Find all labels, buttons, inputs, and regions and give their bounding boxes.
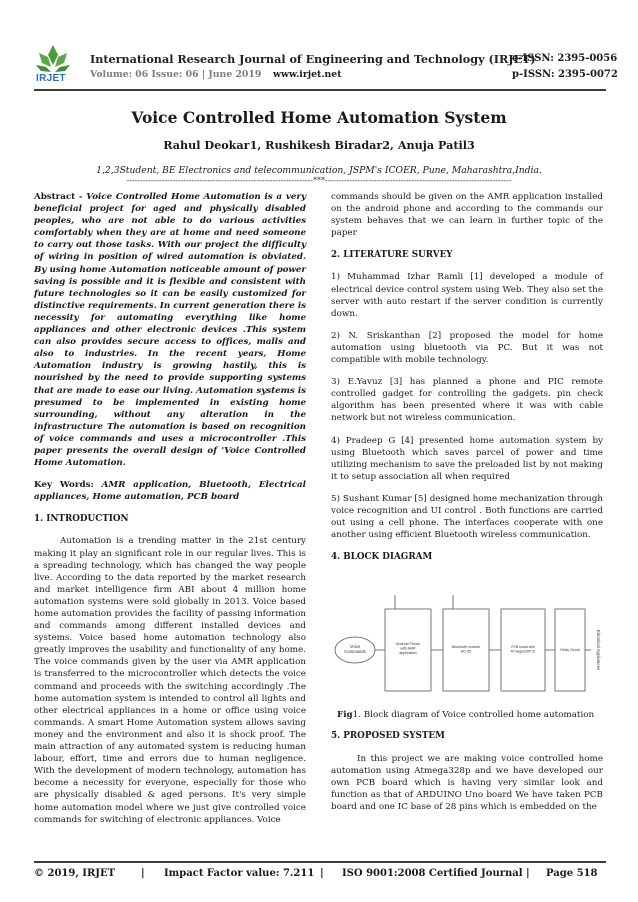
keywords-text: AMR application, Bluetooth, Electrical appliances, Home automation, PCB board [34, 480, 307, 503]
intro-heading: 1. INTRODUCTION [34, 514, 129, 525]
literature-item: 5) Sushant Kumar [5] designed home mechanization through voice recognition and UI control . Both functions are carried out using a cell phone. The interfaces cooperate with one another using efficient Bluetooth wireless communication. [331, 493, 603, 541]
paper-title: Voice Controlled Home Automation System [131, 108, 507, 127]
abstract-label: Abstract - [34, 192, 83, 202]
abstract-text: Voice Controlled Home Automation is a very beneficial project for aged and physically disabled peoples, who are not able to do various activities comfortably when they are at home and need someone to carry out those tasks. With our project the difficulty of wiring in position of wired automation is obviated. By using home Automation noticeable amount of power saving is possible and it is flexible and consistent with future technologies so it can be easily customized for distinctive requirements. In current generation there is necessity for automating everything like home appliances and other electronic devices .This system can also provides secure access to offices, malls and also to industries. In the recent years, Home Automation industry is growing hastily, this is nourished by the need to provide supporting systems that are made to ease our living. Automation systems is presumed to be implemented in existing home surrounding, without any alteration in the infrastructure The automation is based on recognition of voice commands and uses a microcontroller .This paper presents the overall design of 'Voice Controlled Home Automation. [34, 192, 306, 469]
block-diagram [331, 573, 603, 703]
proposed-heading: 5. PROPOSED SYSTEM [331, 731, 445, 742]
intro-continued: commands should be given on the AMR application installed on the android phone and according to the commands our system behaves that we can learn in further topic of the paper [331, 192, 603, 239]
intro-text: Automation is a trending matter in the 21st century making it play an significant role in our regular lives. This is a spreading technology, which has changed the way people live. According to the data reported by the market research and market intelligence firm ABI about 4 million home automation systems were sold globally in 2013. Voice based home automation provides the facility of passing information and commands among different installed devices and systems. Voice based home automation technology also greatly improves the usability and functionality of any home. The voice commands given by the user via AMR application is transferred to the microcontroller which detects the voice command and proceeds with the switching accordingly .The home automation system is intended to control all lights and other electrical appliances in a home or office using voice commands. A smart Home Automation system allows saving money and the environment and also it is shock proof. The main attraction of any automated system is reducing human labour, effort, time and errors due to human negligence. With the development of modern technology, automation has become a necessity for everyone, especially for those who are physically disabled & aged persons. It's very simple home automation model where we just give controlled voice commands for switching of electronic appliances. Voice [34, 536, 306, 825]
literature-item: 3) E.Yavuz [3] has planned a phone and PIC remote controlled gadget for controlling the gadgets. pin check algorithm has been presented where it was with cable network but not wireless communication. [331, 377, 603, 424]
abstract [34, 191, 306, 469]
block-diagram-heading: 4. BLOCK DIAGRAM [331, 552, 433, 563]
logo-text: IRJET [36, 73, 66, 84]
figure-caption [337, 709, 603, 721]
bluetooth-label: Bluetooth module HC-05 [452, 645, 480, 654]
paper-authors: Rahul Deokar1, Rushikesh Biradar2, Anuja Patil3 [163, 138, 475, 152]
appliances-label: Electrical Appliances [596, 630, 601, 671]
right-column [331, 191, 603, 823]
block-diagram-figure [331, 573, 603, 703]
footer-divider: | [320, 868, 324, 879]
literature-heading: 2. LITERATURE SURVEY [331, 250, 453, 261]
voice-commands-label: Voice Commands [344, 644, 366, 655]
footer-page: Page 518 [546, 868, 598, 879]
volume-issue: Volume: 06 Issue: 06 | June 2019 [90, 69, 262, 80]
literature-item: 2) N. Sriskanthan [2] proposed the model for home automation using bluetooth via PC. But it was not compatible with mobile technology. [331, 330, 603, 366]
left-column [34, 191, 306, 836]
author-affiliation: 1,2,3Student, BE Electronics and telecommunication, JSPM's ICOER, Pune, Maharashtra,India. [96, 165, 542, 176]
title-separator: ---------------------------------------------------------------------***--------------------------------------------------------------------- [126, 176, 512, 185]
figure-label: Fig [337, 710, 353, 721]
literature-item: 1) Muhammad Izhar Ramli [1] developed a module of electrical device control system using Web. They also set the server with auto restart if the server condition is currently down. [331, 272, 603, 319]
footer-impact-factor: Impact Factor value: 7.211 [164, 868, 315, 879]
header-rule [34, 89, 606, 91]
e-issn: e-ISSN: 2395-0056 [512, 53, 618, 64]
footer-divider: | [526, 868, 530, 879]
literature-item: 4) Pradeep G [4] presented home automation system by using Bluetooth which saves parcel of power and time utilizing mechanism to save the preloaded list by not making it to setup association all when required [331, 435, 603, 482]
footer-iso: ISO 9001:2008 Certified Journal [342, 868, 523, 879]
relay-label: Relay Circuit [560, 648, 580, 653]
footer-divider: | [141, 868, 145, 879]
proposed-text: In this project we are making voice controlled home automation using Atmega328p and we have developed our own PCB board which is having very similar look and function as that of ARDUINO Uno board We have taken PCB board and one IC base of 28 pins which is embedded on the [331, 753, 603, 812]
journal-title: International Research Journal of Engineering and Technology (IRJET) [90, 52, 536, 66]
p-issn: p-ISSN: 2395-0072 [512, 69, 618, 80]
keywords-label: Key Words: [34, 480, 94, 491]
android-phone-label: Android Phone with AMR application [396, 642, 420, 656]
footer-copyright: © 2019, IRJET [34, 868, 116, 879]
keywords [34, 479, 306, 503]
irjet-logo [34, 43, 72, 85]
footer-rule [34, 861, 606, 863]
journal-website: www.irjet.net [273, 69, 342, 80]
pcb-label: PCB board with ATmega328P IC [510, 645, 536, 654]
figure-caption-text: 1. Block diagram of Voice controlled home automation [352, 710, 595, 721]
